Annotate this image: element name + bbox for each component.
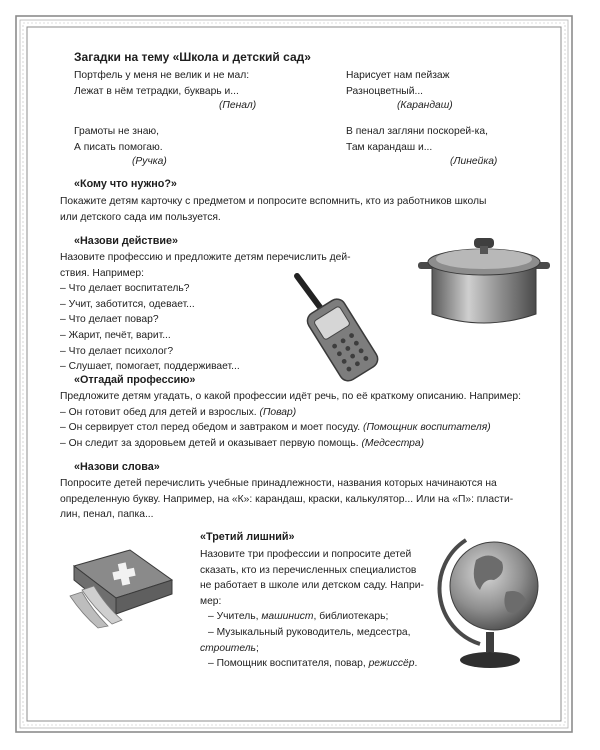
section3-item-2: – Он сервирует стол перед обедом и завтраком и моет посуду. (Помощник воспитателя)	[60, 422, 491, 434]
section2-line-2: ствия. Например:	[60, 267, 144, 279]
section2-line-5: – Что делает повар?	[60, 314, 159, 326]
riddle-1-line-2: Лежат в нём тетрадки, букварь и...	[74, 85, 239, 97]
section5-line-3: не работает в школе или детском саду. Напри-	[200, 580, 424, 592]
riddle-1	[74, 68, 249, 99]
section5-item-3: строитель;	[200, 642, 259, 654]
section5-item-4: – Помощник воспитателя, повар, режиссёр.	[208, 658, 418, 670]
section4-line-1: Попросите детей перечислить учебные принадлежности, названия которых начинаются на	[60, 478, 497, 489]
section2-line-1: Назовите профессию и предложите детям перечислить дей-	[60, 252, 351, 263]
section2-heading: «Назови действие»	[74, 235, 178, 247]
page-title: Загадки на тему «Школа и детский сад»	[74, 50, 311, 64]
riddle-1-line-1: Портфель у меня не велик и не мал:	[74, 70, 250, 81]
section4-heading: «Назови слова»	[74, 461, 160, 473]
walkie-talkie-icon	[285, 270, 390, 385]
section1-line-1: Покажите детям карточку с предметом и попросите вспомнить, кто из работников школы	[60, 196, 487, 207]
section2-line-4: – Учит, заботится, одевает...	[60, 298, 195, 310]
riddle-2	[346, 68, 450, 99]
section4-line-2: определенную букву. Например, на «К»: карандаш, краски, калькулятор... Или на «П»: пласти-	[60, 493, 514, 505]
section5-line-4: мер:	[200, 595, 222, 607]
riddle-2-answer: (Карандаш)	[397, 100, 453, 111]
section3-intro: Предложите детям угадать, о какой профессии идёт речь, по её краткому описанию. Например:	[60, 391, 521, 402]
riddle-3-line-2: А писать помогаю.	[74, 141, 163, 153]
riddle-4-line-1: В пенал загляни поскорей-ка,	[346, 126, 488, 137]
section5-item-1: – Учитель, машинист, библиотекарь;	[208, 611, 389, 623]
section3-heading: «Отгадай профессию»	[74, 374, 196, 386]
section4-body	[60, 476, 513, 523]
riddle-4-answer: (Линейка)	[450, 156, 498, 167]
riddle-3	[74, 124, 163, 155]
riddle-3-line-1: Грамоты не знаю,	[74, 126, 159, 137]
section1-body	[60, 194, 486, 225]
riddle-1-answer: (Пенал)	[219, 100, 257, 111]
first-aid-kit-icon	[60, 536, 195, 636]
globe-icon	[436, 520, 546, 678]
riddle-4-line-2: Там карандаш и...	[346, 141, 433, 153]
section5-item-2: – Музыкальный руководитель, медсестра,	[208, 626, 411, 638]
section5-line-2: сказать, кто из перечисленных специалистов	[200, 564, 417, 576]
riddle-2-line-1: Нарисует нам пейзаж	[346, 70, 450, 81]
section3-body	[60, 389, 521, 451]
section5-body	[200, 547, 424, 672]
cooking-pot-icon	[414, 232, 554, 332]
section2-line-3: – Что делает воспитатель?	[60, 283, 190, 295]
section4-line-3: лин, пенал, папка...	[60, 509, 154, 521]
section2-line-7: – Что делает психолог?	[60, 345, 174, 357]
section1-heading: «Кому что нужно?»	[74, 178, 177, 190]
riddle-2-line-2: Разноцветный...	[346, 85, 424, 97]
section5-line-1: Назовите три профессии и попросите детей	[200, 549, 412, 560]
section2-line-8: – Слушает, помогает, поддерживает...	[60, 361, 240, 373]
riddle-3-answer: (Ручка)	[132, 156, 167, 167]
section3-item-1: – Он готовит обед для детей и взрослых. (Повар)	[60, 406, 297, 418]
section5-heading: «Третий лишний»	[200, 531, 295, 543]
riddle-4	[346, 124, 488, 155]
section1-line-2: или детского сада им пользуется.	[60, 211, 221, 223]
section2-line-6: – Жарит, печёт, варит...	[60, 329, 171, 341]
section3-item-3: – Он следит за здоровьем детей и оказывает первую помощь. (Медсестра)	[60, 437, 425, 449]
